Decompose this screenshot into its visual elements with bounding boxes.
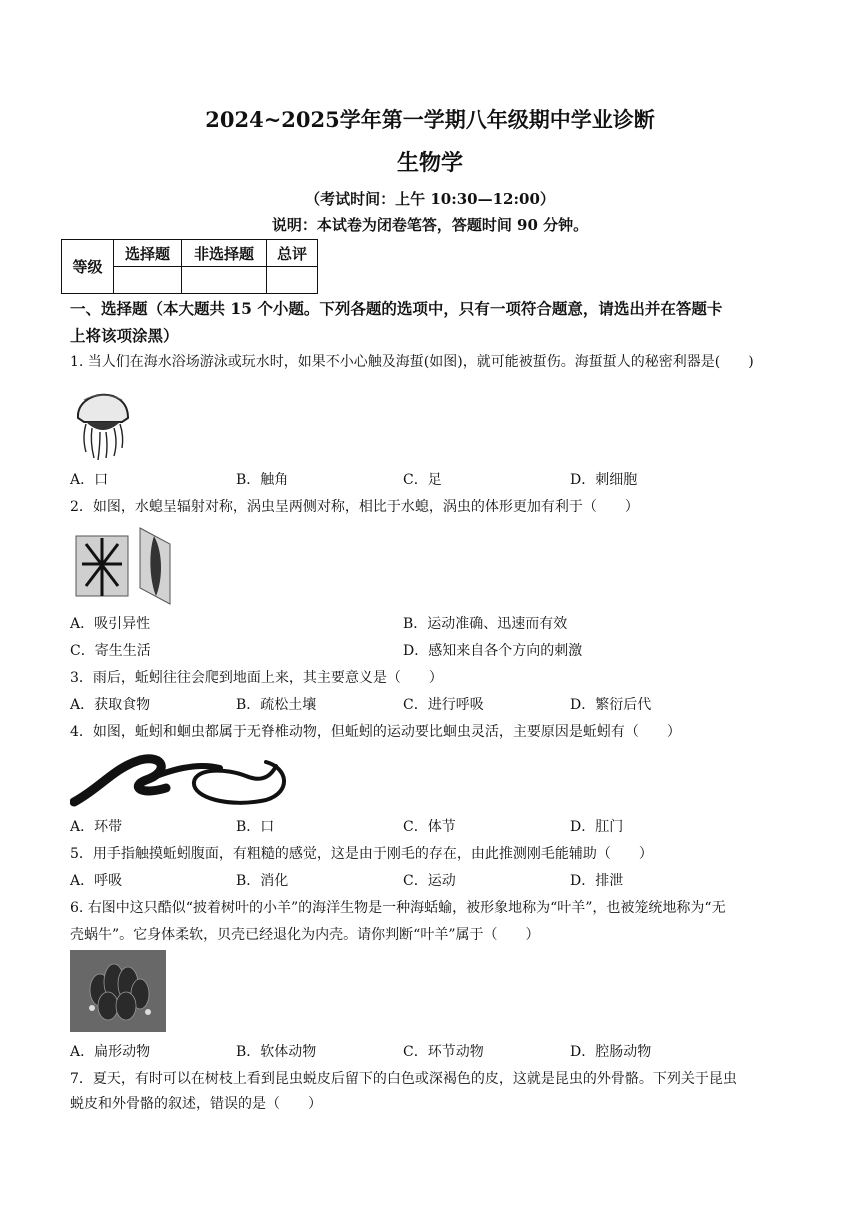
question-3-stem: 3．雨后，蚯蚓往往会爬到地面上来，其主要意义是（ ） <box>70 670 443 686</box>
question-7-stem-line2: 蜕皮和外骨骼的叙述，错误的是（ ） <box>70 1096 322 1112</box>
grade-col-total: 总评 <box>267 240 318 267</box>
question-1-stem: 1. 当人们在海水浴场游泳或玩水时，如果不小心触及海蜇(如图)，就可能被蜇伤。海蜇蜇人的秘密利器是( ) <box>70 354 754 370</box>
grade-table <box>61 239 318 294</box>
question-6-option-d[interactable]: D．腔肠动物 <box>570 1044 652 1060</box>
hydra-planarian-figure <box>74 524 174 606</box>
question-3-option-b[interactable]: B．疏松土壤 <box>236 697 317 713</box>
question-4-option-b[interactable]: B．口 <box>236 819 275 835</box>
question-6-option-b[interactable]: B．软体动物 <box>236 1044 317 1060</box>
question-1-option-c[interactable]: C．足 <box>403 472 442 488</box>
grade-col-nonchoice: 非选择题 <box>182 240 267 267</box>
question-1-option-a[interactable]: A．口 <box>70 472 109 488</box>
question-2-option-d[interactable]: D．感知来自各个方向的刺激 <box>403 643 583 659</box>
exam-time: （考试时间：上午 10:30—12:00） <box>305 190 555 208</box>
question-2-option-c[interactable]: C．寄生生活 <box>70 643 151 659</box>
question-4-option-d[interactable]: D．肛门 <box>570 819 624 835</box>
grade-label: 等级 <box>62 240 114 294</box>
earthworm-roundworm-figure <box>70 748 292 812</box>
question-5-stem: 5．用手指触摸蚯蚓腹面，有粗糙的感觉，这是由于刚毛的存在，由此推测刚毛能辅助（ ） <box>70 846 653 862</box>
question-4-option-c[interactable]: C．体节 <box>403 819 456 835</box>
grade-col-choice: 选择题 <box>114 240 182 267</box>
question-3-option-a[interactable]: A．获取食物 <box>70 697 151 713</box>
exam-note: 说明：本试卷为闭卷笔答，答题时间 90 分钟。 <box>271 216 589 234</box>
question-1-option-b[interactable]: B．触角 <box>236 472 289 488</box>
question-6-stem-line1: 6. 右图中这只酷似“披着树叶的小羊”的海洋生物是一种海蛞蝓，被形象地称为“叶羊”，也被笼统地称为“无 <box>70 900 726 916</box>
section-heading-cont: 上将该项涂黑） <box>70 326 179 345</box>
question-5-option-c[interactable]: C．运动 <box>403 873 456 889</box>
question-6-option-a[interactable]: A．扁形动物 <box>70 1044 151 1060</box>
question-4-option-a[interactable]: A．环带 <box>70 819 123 835</box>
question-3-option-d[interactable]: D．繁衍后代 <box>570 697 652 713</box>
subject-title: 生物学 <box>396 150 463 176</box>
question-7-stem-line1: 7．夏天，有时可以在树枝上看到昆虫蜕皮后留下的白色或深褐色的皮，这就是昆虫的外骨骼。下列关于昆虫 <box>70 1071 737 1087</box>
question-2-stem: 2．如图，水螅呈辐射对称，涡虫呈两侧对称，相比于水螅，涡虫的体形更加有利于（ ） <box>70 499 639 515</box>
leaf-sheep-photo <box>70 950 166 1032</box>
jellyfish-figure <box>70 378 136 464</box>
grade-cell-choice[interactable] <box>114 267 182 294</box>
grade-cell-nonchoice[interactable] <box>182 267 267 294</box>
section-heading: 一、选择题（本大题共 15 个小题。下列各题的选项中，只有一项符合题意，请选出并在答题卡 <box>70 299 723 318</box>
question-1-option-d[interactable]: D．刺细胞 <box>570 472 638 488</box>
exam-title: 2024~2025学年第一学期八年级期中学业诊断 <box>205 107 655 132</box>
question-6-stem-line2: 壳蜗牛”。它身体柔软，贝壳已经退化为内壳。请你判断“叶羊”属于（ ） <box>70 927 540 943</box>
question-5-option-a[interactable]: A．呼吸 <box>70 873 123 889</box>
question-3-option-c[interactable]: C．进行呼吸 <box>403 697 484 713</box>
question-5-option-b[interactable]: B．消化 <box>236 873 289 889</box>
question-5-option-d[interactable]: D．排泄 <box>570 873 624 889</box>
question-4-stem: 4．如图，蚯蚓和蛔虫都属于无脊椎动物，但蚯蚓的运动要比蛔虫灵活，主要原因是蚯蚓有（ ） <box>70 724 681 740</box>
question-6-option-c[interactable]: C．环节动物 <box>403 1044 484 1060</box>
grade-cell-total[interactable] <box>267 267 318 294</box>
question-2-option-b[interactable]: B．运动准确、迅速而有效 <box>403 616 568 632</box>
question-2-option-a[interactable]: A．吸引异性 <box>70 616 151 632</box>
